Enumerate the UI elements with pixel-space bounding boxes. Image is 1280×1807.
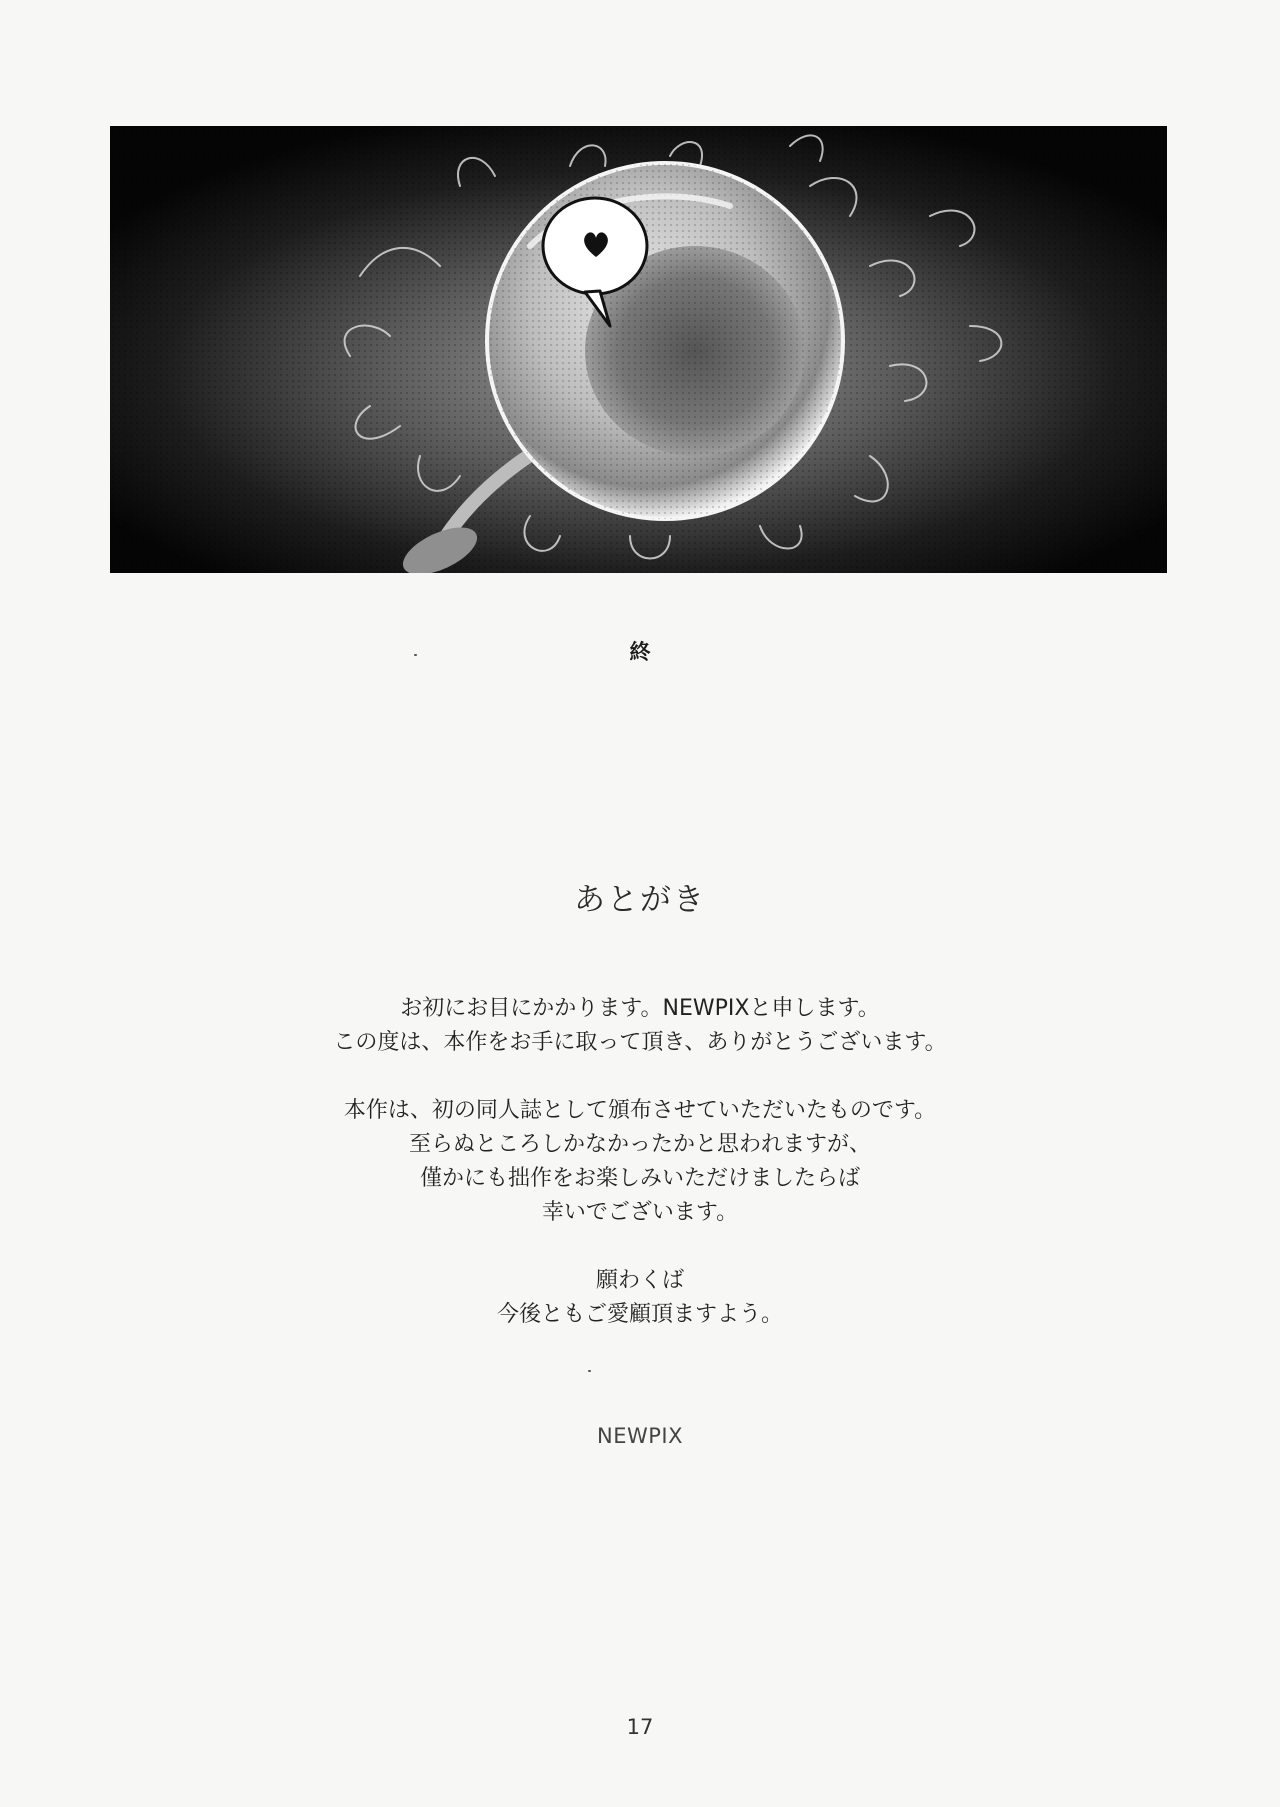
afterword-line: 今後ともご愛顧頂ますよう。	[496, 1302, 783, 1327]
afterword-line: お初にお目にかかります。NEWPIXと申します。	[400, 996, 880, 1021]
afterword-title: あとがき	[574, 882, 706, 918]
afterword-line: 僅かにも拙作をお楽しみいただけましたらば	[419, 1166, 860, 1191]
heart-icon	[580, 228, 612, 260]
afterword-blank-line	[0, 1060, 1280, 1094]
ink-speck	[588, 1370, 591, 1372]
afterword-body	[0, 992, 1280, 1332]
end-mark: 終	[629, 640, 651, 664]
afterword-line: この度は、本作をお手に取って頂き、ありがとうございます。	[333, 1030, 947, 1055]
page-number: 17	[626, 1715, 654, 1739]
afterword-line: 本作は、初の同人誌として頒布させていただいたものです。	[343, 1098, 937, 1123]
afterword-line: 至らぬところしかなかったかと思われますが、	[408, 1132, 871, 1157]
author-signature: NEWPIX	[597, 1424, 683, 1448]
afterword-line: 幸いでございます。	[541, 1200, 739, 1225]
afterword-blank-line	[0, 1230, 1280, 1264]
comic-panel-illustration	[110, 126, 1167, 573]
afterword-line: 願わくば	[595, 1268, 684, 1293]
